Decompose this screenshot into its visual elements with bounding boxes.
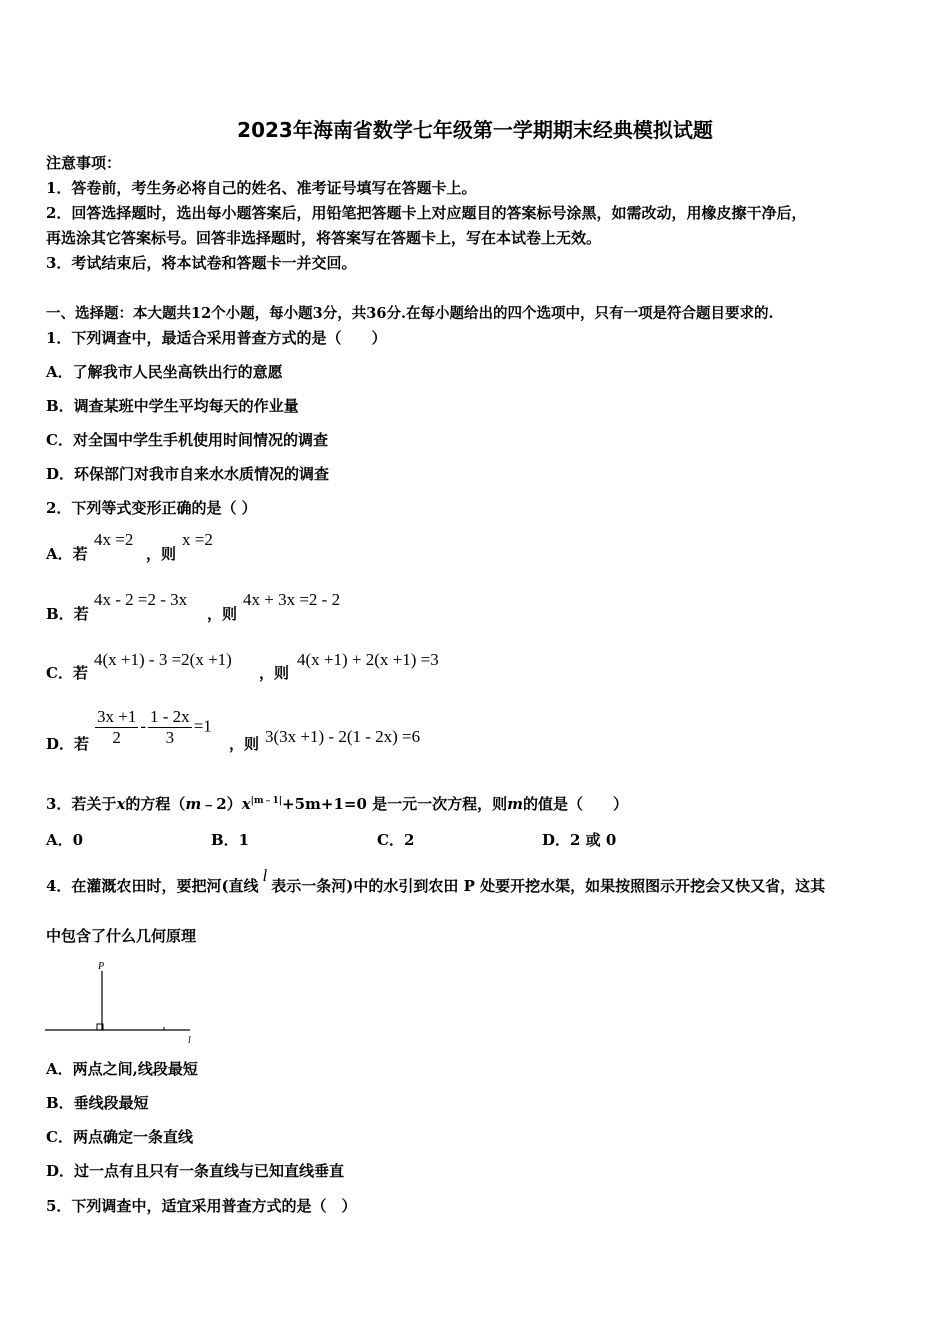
q2-option-a-then: ，则 — [146, 545, 177, 563]
q4-option-d: D．过一点有且只有一条直线与已知直线垂直 — [46, 1162, 345, 1180]
equals-one: =1 — [193, 716, 212, 736]
q1-option-d: D．环保部门对我市自来水水质情况的调查 — [46, 465, 330, 483]
page-title: 2023年海南省数学七年级第一学期期末经典模拟试题 — [237, 118, 713, 142]
point-p-label: P — [98, 961, 105, 972]
q5-stem: 5．下列调查中，适宜采用普查方式的是（ ） — [46, 1197, 357, 1215]
q2-option-a-result: x =2 — [182, 530, 213, 549]
q2-option-b-cond: 4x - 2 =2 - 3x — [94, 590, 188, 609]
q2-option-c-label: C．若 — [46, 664, 88, 682]
q4-option-a: A．两点之间,线段最短 — [46, 1060, 198, 1078]
q2-option-b-result: 4x + 3x =2 - 2 — [243, 590, 341, 609]
fraction-1-numerator: 3x +1 — [97, 707, 137, 726]
q3-stem: 3．若关于x的方程$(m﹣2)x^{|m﹣1|}+5m+1=0$ 是一元一次方程，则m的值是（ ） — [46, 795, 629, 813]
perpendicular-figure — [40, 955, 200, 1045]
q2-option-c-result: 4(x +1) + 2(x +1) =3 — [297, 650, 439, 669]
q3-option-b: B．1 — [211, 831, 250, 849]
q2-option-c-cond: 4(x +1) - 3 =2(x +1) — [94, 650, 232, 669]
q2-option-a-cond: 4x =2 — [94, 530, 134, 549]
q1-option-b: B．调查某班中学生平均每天的作业量 — [46, 397, 299, 415]
q2-option-c-then: ，则 — [259, 664, 290, 682]
q3-option-c: C．2 — [377, 831, 415, 849]
notice-item-2a: 2．回答选择题时，选出每小题答案后，用铅笔把答题卡上对应题目的答案标号涂黑，如需改动，用橡皮擦干净后， — [46, 204, 807, 222]
q1-option-c: C．对全国中学生手机使用时间情况的调查 — [46, 431, 328, 449]
fraction-1-denominator: 2 — [112, 728, 121, 747]
q1-option-a: A．了解我市人民坐高铁出行的意愿 — [46, 363, 283, 381]
q3-option-d: D．2 或 0 — [542, 831, 617, 849]
section-1-heading: 一、选择题：本大题共12个小题，每小题3分，共36分.在每小题给出的四个选项中，只有一项是符合题目要求的. — [46, 305, 774, 322]
q2-option-b-then: ，则 — [207, 605, 238, 623]
q2-option-b-label: B．若 — [46, 605, 89, 623]
notice-heading: 注意事项： — [46, 154, 122, 172]
q2-option-d-label: D．若 — [46, 735, 90, 753]
q2-option-a-label: A．若 — [46, 545, 88, 563]
minus-sign: - — [140, 716, 147, 736]
fraction-2-denominator: 3 — [165, 728, 175, 747]
q1-stem: 1．下列调查中，最适合采用普查方式的是（ ） — [46, 329, 387, 347]
q2-stem: 2．下列等式变形正确的是（ ） — [46, 499, 257, 517]
fraction-2 — [148, 707, 192, 748]
notice-item-1: 1．答卷前，考生务必将自己的姓名、准考证号填写在答题卡上。 — [46, 179, 477, 197]
q3-option-a: A．0 — [46, 831, 84, 849]
notice-item-2b: 再选涂其它答案标号。回答非选择题时，将答案写在答题卡上，写在本试卷上无效。 — [46, 229, 602, 247]
q4-option-c: C．两点确定一条直线 — [46, 1128, 193, 1146]
q2-option-d-cond — [93, 707, 212, 748]
q2-option-d-result: 3(3x +1) - 2(1 - 2x) =6 — [265, 727, 421, 746]
q4-option-b: B．垂线段最短 — [46, 1094, 149, 1112]
notice-item-3: 3．考试结束后，将本试卷和答题卡一并交回。 — [46, 254, 357, 272]
fraction-1 — [95, 707, 138, 748]
line-l-label: l — [188, 1035, 191, 1045]
q4-stem-line-2: 中包含了什么几何原理 — [46, 927, 197, 945]
fraction-2-numerator: 1 - 2x — [150, 707, 190, 726]
q4-stem-line-1: 4．在灌溉农田时，要把河(直线l表示一条河)中的水引到农田 P 处要开挖水渠，如果按照图示开挖会又快又省，这其 — [46, 866, 826, 895]
q2-option-d-then: ，则 — [229, 735, 260, 753]
